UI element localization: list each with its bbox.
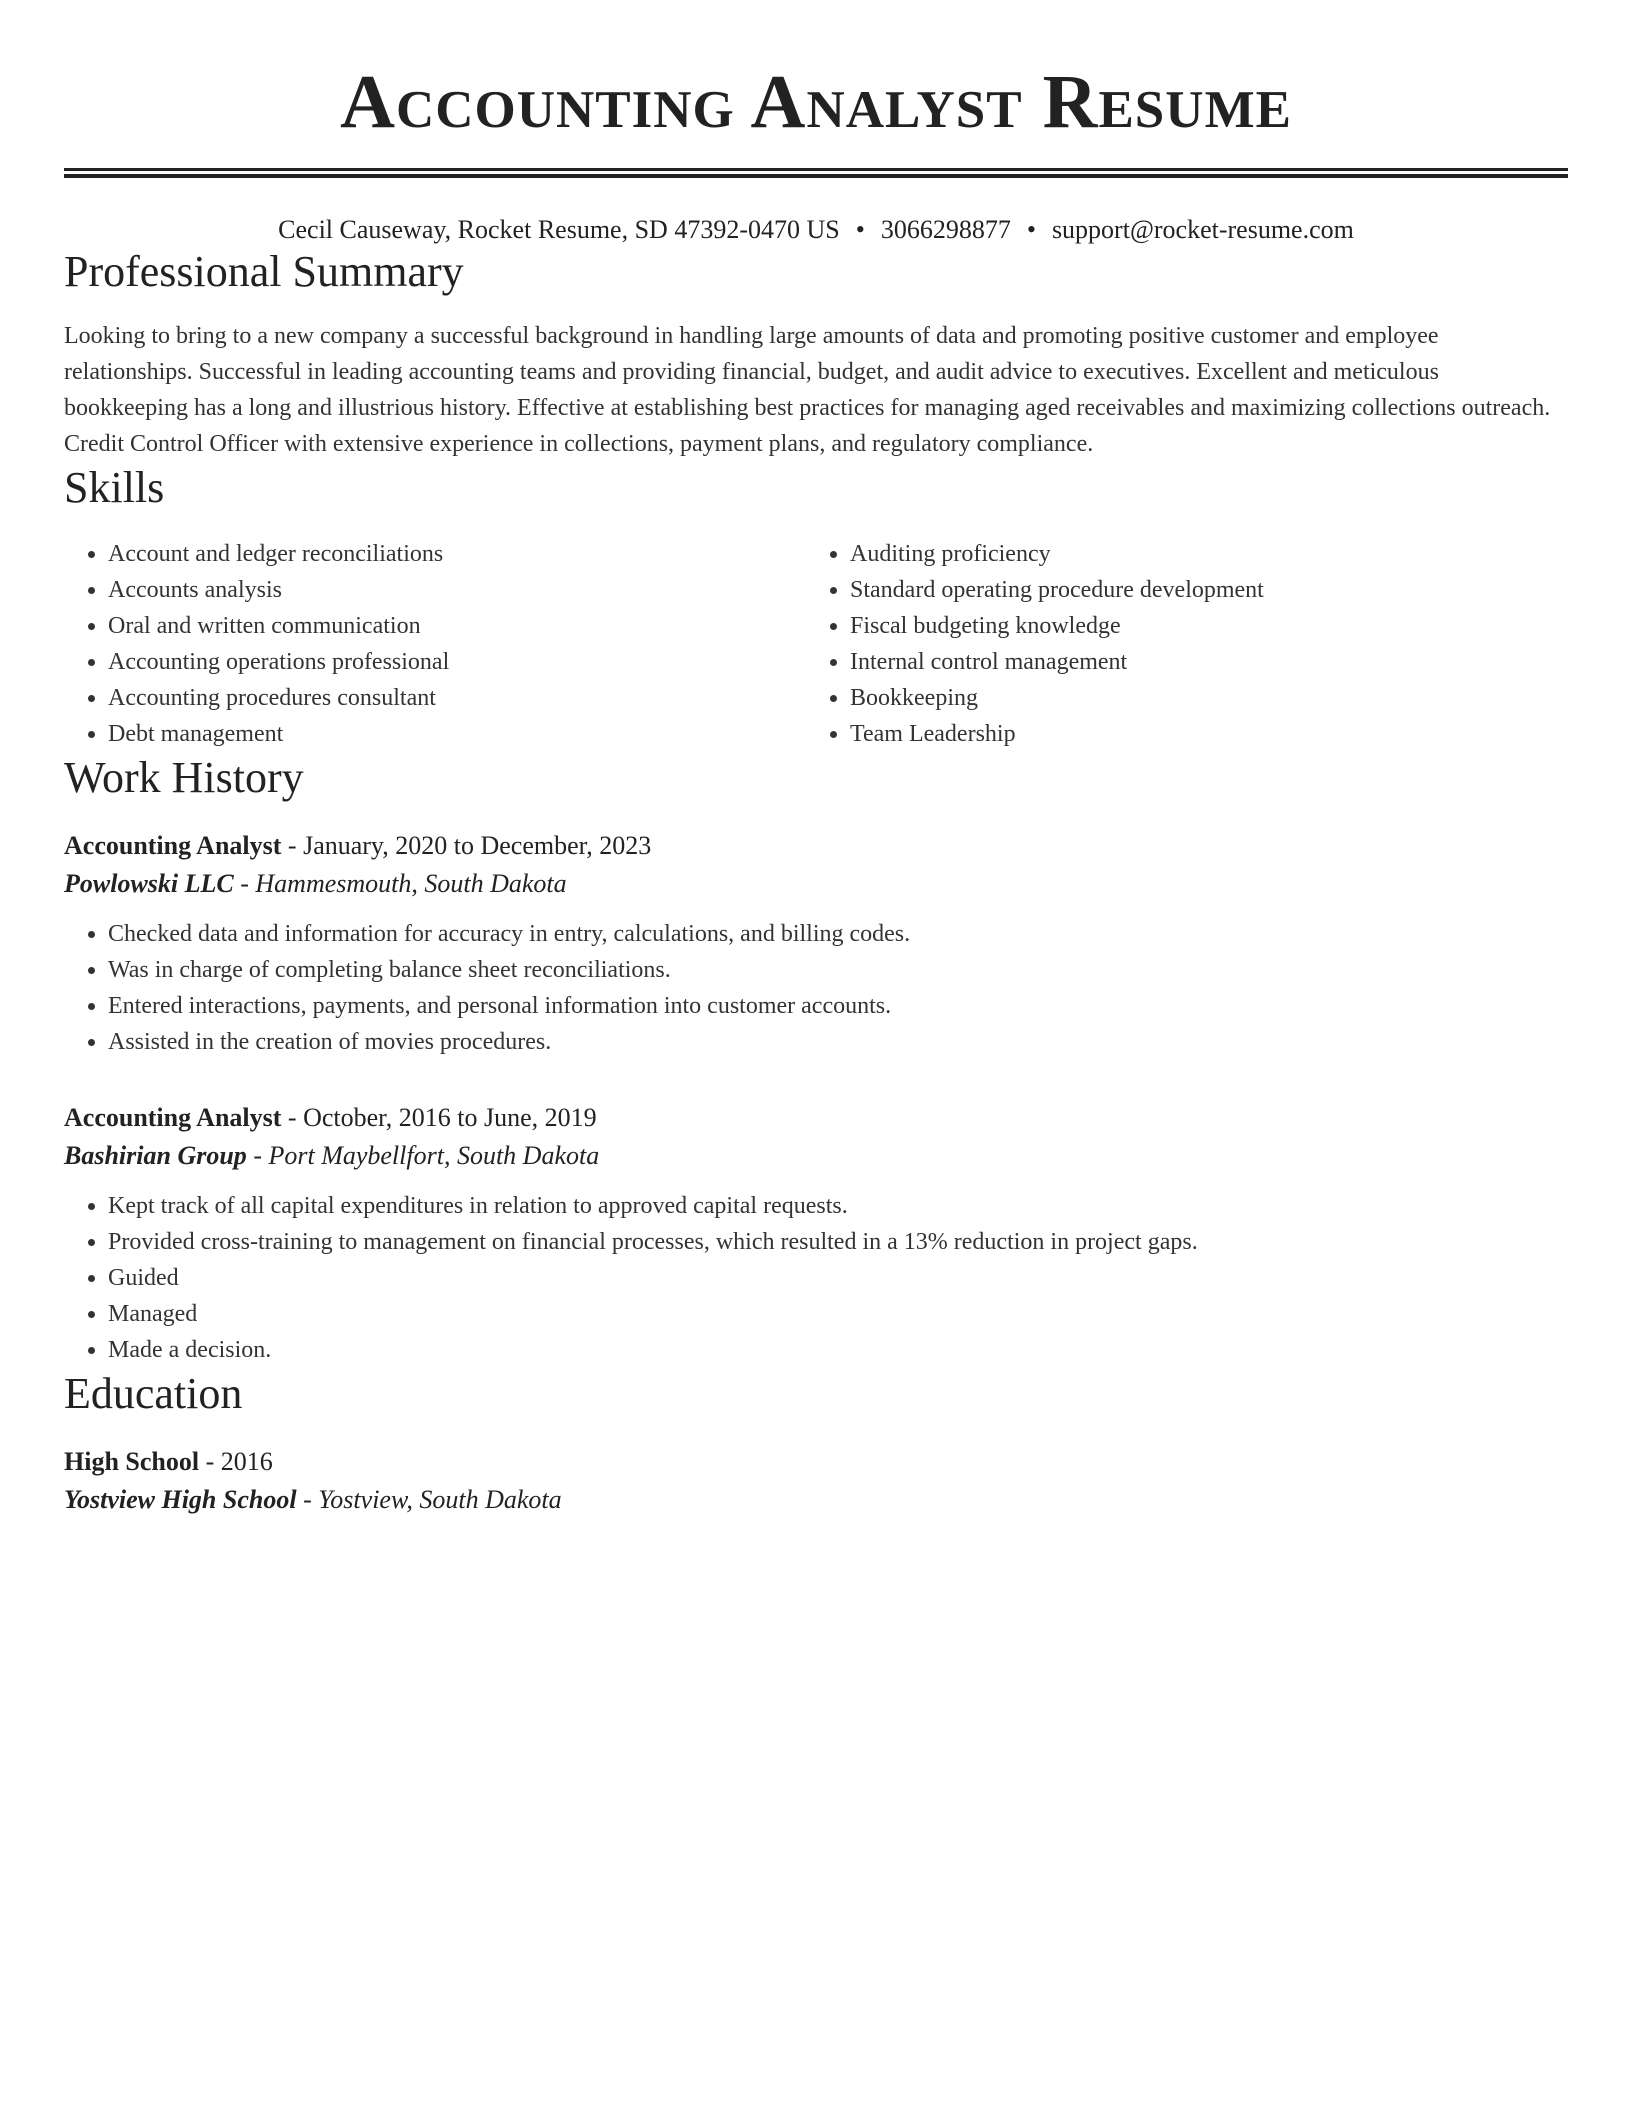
job-title-line — [64, 1100, 1568, 1136]
summary-heading: Professional Summary — [64, 247, 464, 296]
skill-item: • Oral and written communication — [108, 608, 806, 644]
page-title: Accounting Analyst Resume — [340, 60, 1292, 144]
job-company-line — [64, 1136, 1568, 1176]
skill-item: • Auditing proficiency — [850, 536, 1548, 572]
job-company-line — [64, 864, 1568, 904]
contact-separator: • — [1026, 215, 1036, 244]
contact-line — [64, 214, 1568, 246]
education-location: - Yostview, South Dakota — [296, 1485, 562, 1514]
job-dates: - October, 2016 to June, 2019 — [281, 1103, 597, 1132]
skill-item: • Standard operating procedure development — [850, 572, 1548, 608]
education-degree-line — [64, 1444, 1568, 1480]
skill-item: • Internal control management — [850, 644, 1548, 680]
skill-item: • Accounting procedures consultant — [108, 680, 806, 716]
job-entry — [64, 1100, 1568, 1368]
job-title: Accounting Analyst — [64, 1103, 282, 1132]
contact-address: Cecil Causeway, Rocket Resume, SD 47392-0470 US — [278, 215, 840, 244]
skills-column-right — [806, 536, 1548, 752]
skills-list — [64, 536, 1568, 752]
skill-item: • Debt management — [108, 716, 806, 752]
job-location: - Port Maybellfort, South Dakota — [246, 1141, 600, 1170]
job-entry — [64, 828, 1568, 1060]
skill-item: • Accounts analysis — [108, 572, 806, 608]
skill-item: • Account and ledger reconciliations — [108, 536, 806, 572]
skill-item: • Fiscal budgeting knowledge — [850, 608, 1548, 644]
skill-item: • Team Leadership — [850, 716, 1548, 752]
job-bullet: • Checked data and information for accuracy in entry, calculations, and billing codes. — [108, 916, 1568, 952]
title-divider — [64, 168, 1568, 178]
job-dates: - January, 2020 to December, 2023 — [281, 831, 652, 860]
skill-item: • Bookkeeping — [850, 680, 1548, 716]
job-company: Bashirian Group — [64, 1141, 247, 1170]
education-heading: Education — [64, 1369, 243, 1418]
job-bullet: • Provided cross-training to management on financial processes, which resulted in a 13% reduction in project gaps. — [108, 1224, 1568, 1260]
job-bullet: • Entered interactions, payments, and personal information into customer accounts. — [108, 988, 1568, 1024]
job-location: - Hammesmouth, South Dakota — [233, 869, 567, 898]
education-school-line — [64, 1480, 1568, 1520]
work-history-heading: Work History — [64, 753, 304, 802]
job-bullet: • Was in charge of completing balance sheet reconciliations. — [108, 952, 1568, 988]
job-bullets — [64, 916, 1568, 1060]
summary-text: Looking to bring to a new company a successful background in handling large amounts of data and promoting positive customer and employee relationships. Successful in leading accounting teams and providing financial, budget, and audit advice to executives. Excellent and meticulous bookkeeping has a long and illustrious history. Effective at establishing best practices for managing aged receivables and maximizing collections outreach. Credit Control Officer with extensive experience in collections, payment plans, and regulatory compliance. — [64, 323, 1551, 457]
job-title-line — [64, 828, 1568, 864]
education-school: Yostview High School — [64, 1485, 297, 1514]
job-bullet: • Made a decision. — [108, 1332, 1568, 1368]
job-company: Powlowski LLC — [64, 869, 234, 898]
skill-item: • Accounting operations professional — [108, 644, 806, 680]
job-bullet: • Managed — [108, 1296, 1568, 1332]
skills-column-left — [64, 536, 806, 752]
job-bullet: • Assisted in the creation of movies procedures. — [108, 1024, 1568, 1060]
contact-email: support@rocket-resume.com — [1051, 215, 1354, 244]
skills-heading: Skills — [64, 463, 165, 512]
job-title: Accounting Analyst — [64, 831, 282, 860]
education-degree: High School — [64, 1447, 200, 1476]
contact-separator: • — [855, 215, 865, 244]
contact-phone: 3066298877 — [880, 215, 1011, 244]
education-year: - 2016 — [199, 1447, 273, 1476]
job-bullet: • Kept track of all capital expenditures in relation to approved capital requests. — [108, 1188, 1568, 1224]
job-bullets — [64, 1188, 1568, 1368]
job-bullet: • Guided — [108, 1260, 1568, 1296]
